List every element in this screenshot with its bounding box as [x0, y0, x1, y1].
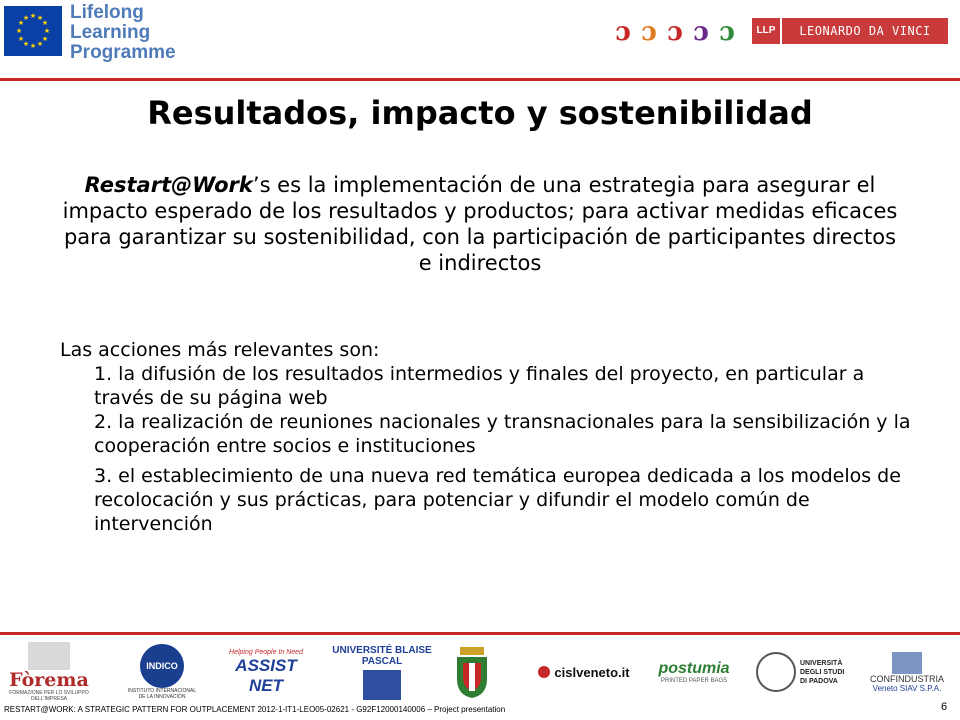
ldv-letter-icon: ɔ: [693, 17, 709, 47]
padova-logo: [752, 641, 850, 703]
svg-text:★: ★: [22, 14, 30, 22]
padova-name: UNIVERSITÀ DEGLI STUDI DI PADOVA: [800, 659, 845, 685]
svg-text:★: ★: [36, 40, 44, 48]
svg-text:★: ★: [22, 40, 30, 48]
indico-subtitle: INSTITUTO INTERNACIONAL DE LA INNOVACIÓN: [127, 688, 197, 700]
ldv-letter-icon: ɔ: [615, 17, 631, 47]
slide-header: [0, 0, 960, 78]
llp-badge: LLP: [752, 18, 780, 44]
lifelong-learning-programme-logo: [70, 3, 190, 63]
actions-heading: Las acciones más relevantes son:: [60, 339, 380, 361]
svg-text:★: ★: [15, 27, 23, 35]
eu-flag-icon: [4, 6, 62, 56]
svg-text:★: ★: [29, 42, 37, 50]
confindustria-subtitle: Veneto SIAV S.P.A.: [872, 683, 942, 693]
svg-text:★: ★: [43, 27, 51, 35]
postumia-name: postumia: [658, 660, 730, 677]
leonardo-da-vinci-logo: [612, 14, 952, 50]
blaise-pascal-emblem-icon: [363, 670, 401, 700]
svg-text:★: ★: [41, 35, 49, 43]
project-name: Restart@Work: [84, 173, 253, 197]
action-item: 2. la realización de reuniones nacionales y transnacionales para la sensibilización y la cooperación entre socios e instituciones: [94, 411, 911, 457]
programme-line: Programme: [70, 42, 176, 63]
action-item: 3. el establecimiento de una nueva red temática europea dedicada a los modelos de recolocación y sus prácticas, para potenciar y difundir el modelo común de intervención: [94, 465, 901, 535]
coat-of-arms-icon: [452, 641, 492, 703]
cisl-name: cislveneto.it: [554, 664, 630, 680]
ldv-letter-icon: ɔ: [641, 17, 657, 47]
assistnet-logo: [218, 641, 314, 703]
forema-name: Fòrema: [9, 669, 89, 691]
svg-text:★: ★: [41, 19, 49, 27]
forema-subtitle: FORMAZIONE PER LO SVILUPPO DELL'IMPRESA: [9, 690, 89, 702]
svg-text:★: ★: [17, 35, 25, 43]
padova-seal-icon: [756, 652, 796, 692]
confindustria-emblem-icon: [892, 652, 922, 674]
cisl-veneto-logo: [536, 641, 632, 703]
page-number: 6: [941, 701, 948, 713]
slide-title: Resultados, impacto y sostenibilidad: [147, 94, 813, 132]
svg-text:★: ★: [17, 19, 25, 27]
confindustria-name: CONFINDUSTRIA: [870, 673, 944, 684]
blaise-pascal-logo: [330, 641, 434, 703]
blaise-pascal-name: UNIVERSITÉ BLAISE PASCAL: [332, 644, 432, 667]
ldv-letter-icon: ɔ: [719, 17, 735, 47]
svg-text:★: ★: [36, 14, 44, 22]
svg-text:★: ★: [29, 12, 37, 20]
postumia-subtitle: PRINTED PAPER BAGS: [660, 678, 728, 684]
assistnet-tagline: Helping People In Need: [229, 648, 303, 656]
footer-divider: [0, 632, 960, 635]
leonardo-da-vinci-banner: LEONARDO DA VINCI: [782, 18, 948, 44]
programme-line: Lifelong: [70, 2, 144, 23]
footer-project-reference: RESTART@WORK: A STRATEGIC PATTERN FOR OUTPLACEMENT 2012-1-IT1-LEO05-02621 - G92F12000140006 – Project presentation: [4, 705, 506, 714]
forema-emblem-icon: [28, 642, 70, 670]
intro-paragraph: [60, 172, 900, 276]
cisl-mark-icon: [538, 666, 550, 678]
assistnet-name: ASSIST NET: [235, 655, 297, 695]
intro-text: ’s es la implementación de una estrategia para asegurar el impacto esperado de los resultados y productos; para activar medidas eficaces para garantizar su sostenibilidad, con la participación de participantes directos e indirectos: [62, 173, 898, 275]
indico-name: INDICO: [140, 644, 184, 688]
programme-line: Learning: [70, 22, 151, 43]
indico-logo: [122, 641, 202, 703]
ldv-letter-icon: ɔ: [667, 17, 683, 47]
postumia-logo: [644, 641, 744, 703]
confindustria-logo: [858, 641, 956, 703]
partner-logos: [0, 637, 960, 707]
actions-list: [60, 338, 920, 536]
forema-logo: [6, 641, 92, 703]
action-item: 1. la difusión de los resultados intermedios y finales del proyecto, en particular a través de su página web: [94, 363, 865, 409]
header-divider: [0, 78, 960, 81]
